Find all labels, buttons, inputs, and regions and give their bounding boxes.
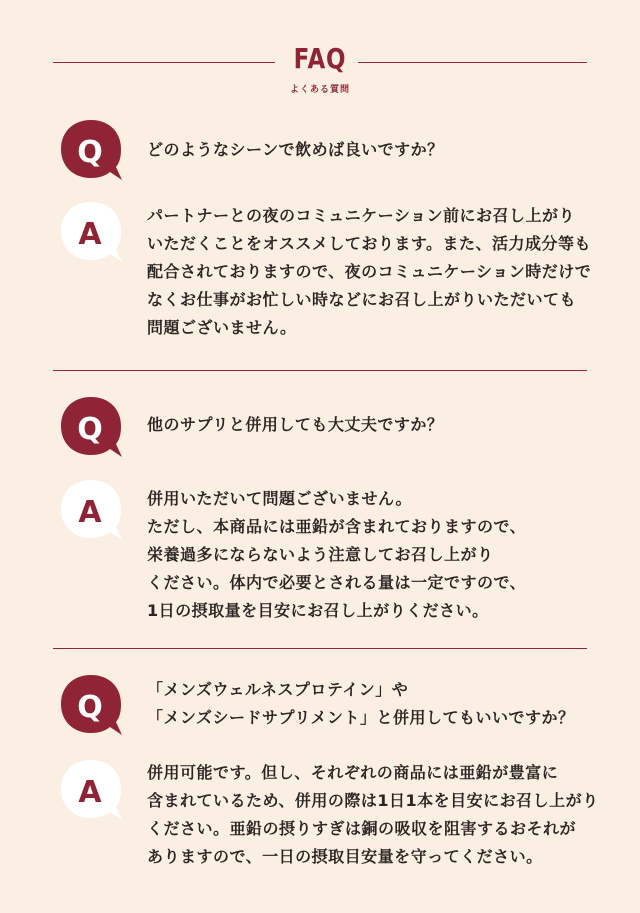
question-line: どのようなシーンで飲めば良いですか？ xyxy=(147,140,444,159)
question-line: 「メンズウェルネスプロテイン」や xyxy=(147,680,409,699)
answer-bubble-icon xyxy=(58,478,124,542)
answer-line: 併用可能です。但し、それぞれの商品には亜鉛が豊富に xyxy=(147,763,559,782)
answer-badge-letter: A xyxy=(78,775,102,810)
answer-line: ただし、本商品には亜鉛が含まれておりますので、 xyxy=(147,517,527,536)
section-divider xyxy=(53,648,587,649)
question-text xyxy=(147,411,587,439)
page-subtitle: よくある質問 xyxy=(289,85,350,95)
answer-line: 配合されておりますので、夜のコミュニケーション時だけで xyxy=(147,262,592,281)
answer-line: 栄養過多にならないよう注意してお召し上がり xyxy=(147,545,494,564)
header-divider-right xyxy=(358,62,587,63)
answer-line: 1日の摂取量を目安にお召し上がりください。 xyxy=(147,601,489,620)
question-bubble-icon xyxy=(58,673,124,737)
question-badge-letter: Q xyxy=(77,412,103,447)
answer-line: 含まれているため、併用の際は1日1本を目安にお召し上がり xyxy=(147,791,599,810)
answer-text xyxy=(147,202,592,342)
answer-badge-letter: A xyxy=(78,217,102,252)
question-bubble-icon xyxy=(58,118,124,182)
question-badge-letter: Q xyxy=(77,135,103,170)
faq-header xyxy=(0,40,640,100)
answer-text xyxy=(147,485,587,625)
question-text xyxy=(147,676,587,732)
question-line: 「メンズシードサプリメント」と併用してもいいですか？ xyxy=(147,708,575,727)
question-badge-letter: Q xyxy=(77,690,103,725)
answer-badge-letter: A xyxy=(78,495,102,530)
question-text xyxy=(147,136,587,164)
answer-line: いただくことをオススメしております。また、活力成分等も xyxy=(147,234,592,253)
answer-line: 併用いただいて問題ございません。 xyxy=(147,489,412,508)
answer-line: ください。体内で必要とされる量は一定ですので、 xyxy=(147,573,527,592)
question-line: 他のサプリと併用しても大丈夫ですか？ xyxy=(147,415,444,434)
question-bubble-icon xyxy=(58,395,124,459)
answer-line: ください。亜鉛の摂りすぎは銅の吸収を阻害するおそれが xyxy=(147,819,577,838)
answer-text xyxy=(147,759,599,871)
answer-bubble-icon xyxy=(58,200,124,264)
answer-line: パートナーとの夜のコミュニケーション前にお召し上がり xyxy=(147,206,576,225)
section-divider xyxy=(53,370,587,371)
answer-line: ありますので、一日の摂取目安量を守ってください。 xyxy=(147,847,543,866)
answer-line: なくお仕事がお忙しい時などにお召し上がりいただいても xyxy=(147,290,577,309)
answer-line: 問題ございません。 xyxy=(147,318,297,337)
answer-bubble-icon xyxy=(58,758,124,822)
page-title: FAQ xyxy=(293,42,347,75)
